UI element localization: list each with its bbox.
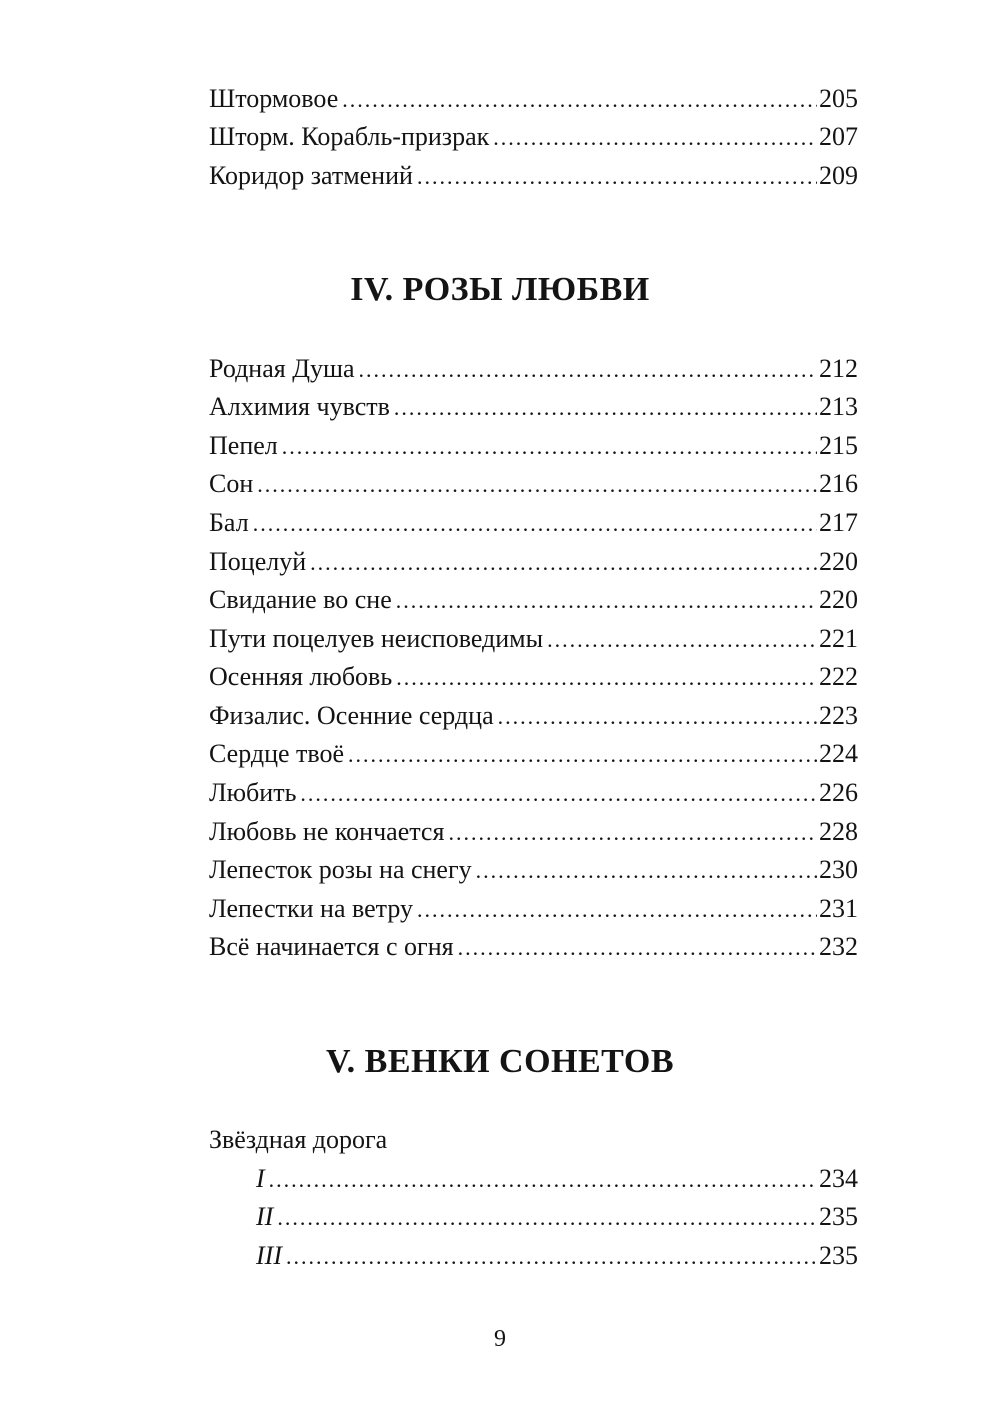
dot-leader bbox=[257, 466, 817, 504]
toc-entry-page: 228 bbox=[819, 817, 858, 846]
dot-leader bbox=[269, 1161, 817, 1199]
toc-entry-page: 205 bbox=[819, 84, 858, 113]
dot-leader bbox=[458, 929, 817, 967]
toc-entry-title: Лепесток розы на снегу bbox=[209, 855, 472, 884]
toc-entry bbox=[209, 851, 858, 889]
dot-leader bbox=[253, 505, 817, 543]
toc-entry-title: Алхимия чувств bbox=[209, 392, 390, 421]
dot-leader bbox=[286, 1238, 817, 1276]
toc-entry-title: Коридор затмений bbox=[209, 161, 413, 190]
toc-entry-page: 226 bbox=[819, 778, 858, 807]
toc-entry bbox=[209, 157, 858, 195]
section-heading-5: V. ВЕНКИ СОНЕТОВ bbox=[325, 1043, 675, 1080]
dot-leader bbox=[547, 621, 817, 659]
toc-entry-title: Бал bbox=[209, 508, 249, 537]
page-number: 9 bbox=[494, 1326, 506, 1352]
toc-group-title: Звёздная дорога bbox=[209, 1125, 388, 1154]
toc-entry-page: 215 bbox=[819, 431, 858, 460]
toc-entry-title: Любить bbox=[209, 778, 297, 807]
dot-leader bbox=[300, 775, 817, 813]
toc-entry bbox=[209, 80, 858, 118]
toc-entry-title: Пути поцелуев неисповедимы bbox=[209, 624, 544, 653]
toc-entry-page: 231 bbox=[819, 894, 858, 923]
toc-entry bbox=[209, 118, 858, 156]
toc-entry-page: 232 bbox=[819, 932, 858, 961]
dot-leader bbox=[448, 814, 817, 852]
toc-entry bbox=[209, 735, 858, 773]
toc-entry-title: III bbox=[256, 1241, 282, 1270]
toc-entry-page: 207 bbox=[819, 122, 858, 151]
toc-entry-page: 212 bbox=[819, 354, 858, 383]
toc-sub-entry bbox=[256, 1198, 858, 1236]
toc-entry bbox=[209, 465, 858, 503]
toc-entry bbox=[209, 504, 858, 542]
toc-entry-page: 220 bbox=[819, 547, 858, 576]
toc-entry-page: 216 bbox=[819, 469, 858, 498]
dot-leader bbox=[310, 544, 817, 582]
dot-leader bbox=[476, 852, 817, 890]
toc-entry bbox=[209, 813, 858, 851]
toc-entry-page: 222 bbox=[819, 662, 858, 691]
dot-leader bbox=[498, 698, 817, 736]
section-heading-4: IV. РОЗЫ ЛЮБВИ bbox=[350, 271, 650, 308]
toc-entry-page: 224 bbox=[819, 739, 858, 768]
toc-entry-title: Сон bbox=[209, 469, 254, 498]
toc-entry bbox=[209, 697, 858, 735]
toc-entry-title: Поцелуй bbox=[209, 547, 307, 576]
toc-entry bbox=[209, 581, 858, 619]
toc-entry bbox=[209, 928, 858, 966]
toc-entry-page: 209 bbox=[819, 161, 858, 190]
toc-entry-page: 221 bbox=[819, 624, 858, 653]
dot-leader bbox=[396, 582, 817, 620]
toc-entry bbox=[209, 388, 858, 426]
toc-entry-title: II bbox=[256, 1202, 274, 1231]
toc-entry-page: 234 bbox=[819, 1164, 858, 1193]
dot-leader bbox=[282, 428, 817, 466]
toc-entry-title: Всё начинается с огня bbox=[209, 932, 454, 961]
toc-sub-entry bbox=[256, 1237, 858, 1275]
dot-leader bbox=[493, 119, 817, 157]
toc-entry bbox=[209, 890, 858, 928]
toc-entry bbox=[209, 543, 858, 581]
dot-leader bbox=[417, 891, 817, 929]
toc-entry-title: Сердце твоё bbox=[209, 739, 345, 768]
toc-entry-title: Штормовое bbox=[209, 84, 339, 113]
toc-entry-title: Родная Душа bbox=[209, 354, 355, 383]
toc-entry bbox=[209, 620, 858, 658]
toc-entry-page: 213 bbox=[819, 392, 858, 421]
toc-entry-page: 223 bbox=[819, 701, 858, 730]
dot-leader bbox=[394, 389, 817, 427]
toc-entry-title: Шторм. Корабль-призрак bbox=[209, 122, 490, 151]
dot-leader bbox=[342, 81, 817, 119]
toc-entry-page: 217 bbox=[819, 508, 858, 537]
dot-leader bbox=[359, 351, 817, 389]
dot-leader bbox=[277, 1199, 817, 1237]
toc-entry bbox=[209, 774, 858, 812]
toc-entry bbox=[209, 658, 858, 696]
toc-entry-page: 230 bbox=[819, 855, 858, 884]
toc-entry bbox=[209, 350, 858, 388]
toc-entry-title: Осенняя любовь bbox=[209, 662, 393, 691]
dot-leader bbox=[396, 659, 817, 697]
toc-entry bbox=[209, 427, 858, 465]
toc-entry-page: 235 bbox=[819, 1241, 858, 1270]
toc-entry-title: Любовь не кончается bbox=[209, 817, 445, 846]
toc-entry-title: Физалис. Осенние сердца bbox=[209, 701, 494, 730]
toc-sub-entry bbox=[256, 1160, 858, 1198]
dot-leader bbox=[417, 158, 817, 196]
toc-entry-title: Свидание во сне bbox=[209, 585, 392, 614]
toc-entry-title: I bbox=[256, 1164, 265, 1193]
toc-entry-page: 220 bbox=[819, 585, 858, 614]
toc-entry-title: Лепестки на ветру bbox=[209, 894, 414, 923]
toc-entry-page: 235 bbox=[819, 1202, 858, 1231]
toc-entry-title: Пепел bbox=[209, 431, 278, 460]
dot-leader bbox=[348, 736, 817, 774]
